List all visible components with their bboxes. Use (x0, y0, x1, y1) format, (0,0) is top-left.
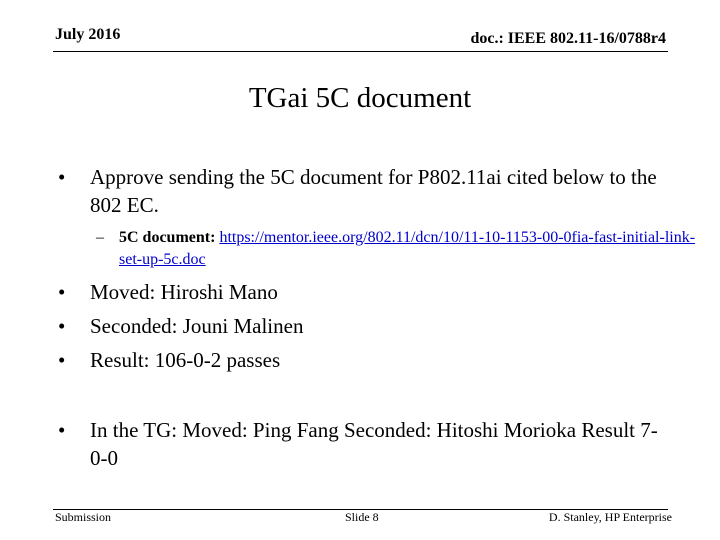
bullet-moved (58, 278, 658, 306)
sub-bullet-label: 5C document: (119, 229, 220, 246)
bullet-dot: • (58, 165, 66, 189)
bullet-dot: • (58, 314, 66, 338)
bullet-dot: • (58, 418, 66, 442)
bullet-approve-text: Approve sending the 5C document for P802.11ai cited below to the 802 EC. (90, 165, 657, 217)
footer-submission: Submission (55, 510, 112, 524)
footer-author: D. Stanley, HP Enterprise (548, 510, 672, 524)
slide-title: TGai 5C document (248, 82, 472, 114)
bullet-result-text: Result: 106-0-2 passes (90, 348, 281, 372)
bullet-approve (58, 163, 658, 219)
bullet-result (58, 346, 658, 374)
bullet-tg (58, 416, 658, 472)
header-rule (53, 51, 668, 52)
footer-slide-number: Slide 8 (345, 510, 379, 524)
header-doc-id: doc.: IEEE 802.11-16/0788r4 (470, 30, 666, 47)
bullet-tg-text: In the TG: Moved: Ping Fang Seconded: Hitoshi Morioka Result 7-0-0 (90, 418, 658, 470)
bullet-dot: • (58, 348, 66, 372)
5c-document-link[interactable]: https://mentor.ieee.org/802.11/dcn/10/11-10-1153-00-0fia-fast-initial-link-set-up-5c.doc (119, 229, 696, 268)
bullet-moved-text: Moved: Hiroshi Mano (90, 280, 278, 304)
header-date: July 2016 (55, 26, 121, 43)
sub-bullet-dash: – (96, 229, 104, 246)
sub-bullet-5c-document (96, 227, 706, 271)
bullet-dot: • (58, 280, 66, 304)
bullet-seconded-text: Seconded: Jouni Malinen (90, 314, 304, 338)
bullet-seconded (58, 312, 658, 340)
